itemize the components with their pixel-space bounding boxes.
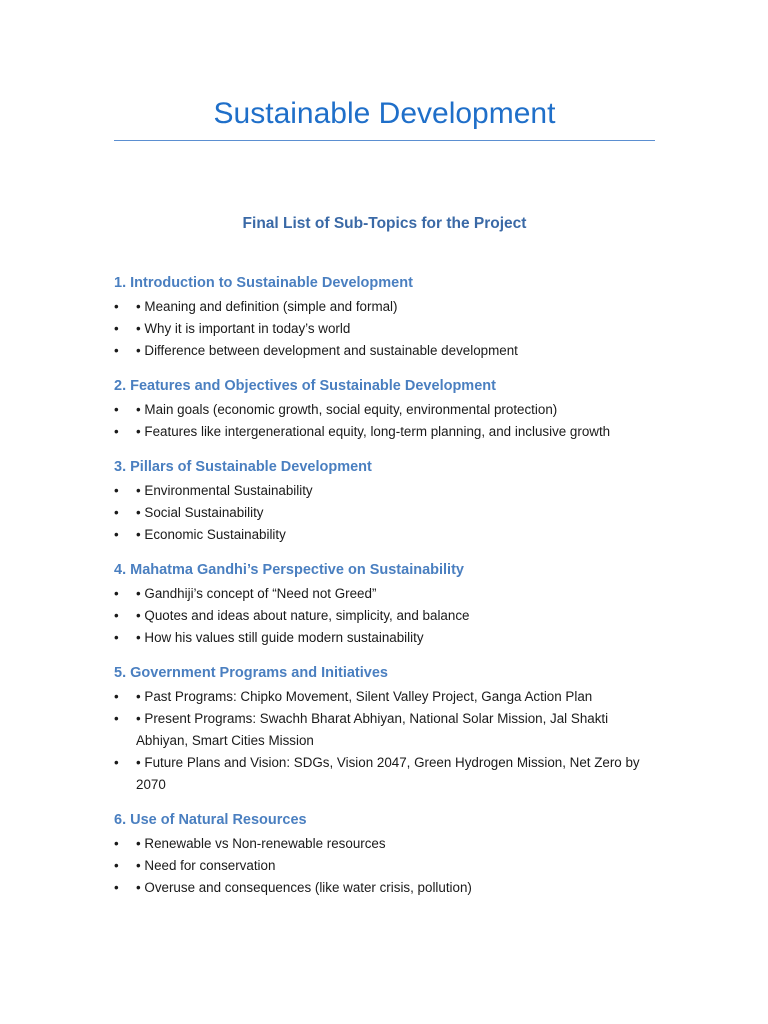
section-heading: 3. Pillars of Sustainable Development — [114, 459, 372, 475]
bullet-icon: • — [114, 505, 119, 520]
section-heading: 4. Mahatma Gandhi’s Perspective on Sustainability — [114, 562, 464, 578]
bullet-icon: • — [114, 608, 119, 623]
list-item-text: • Present Programs: Swachh Bharat Abhiyan, National Solar Mission, Jal Shakti Abhiyan, Smart Cities Mission — [136, 711, 609, 748]
title-divider — [114, 140, 655, 141]
bullet-icon: • — [114, 836, 119, 851]
list-item-text: • Difference between development and sustainable development — [136, 343, 518, 358]
list-item-text: • Gandhiji’s concept of “Need not Greed” — [136, 586, 377, 601]
bullet-icon: • — [114, 755, 119, 770]
bullet-icon: • — [114, 880, 119, 895]
list-item — [114, 340, 659, 362]
list-item — [114, 480, 659, 502]
bullet-icon: • — [114, 858, 119, 873]
list-item — [114, 752, 659, 796]
section-heading: 1. Introduction to Sustainable Development — [114, 275, 413, 291]
list-item — [114, 399, 659, 421]
bullet-icon: • — [114, 424, 119, 439]
list-item-text: • Why it is important in today’s world — [136, 321, 351, 336]
bullet-icon: • — [114, 689, 119, 704]
list-item-text: • Environmental Sustainability — [136, 483, 313, 498]
section — [114, 557, 659, 649]
list-item — [114, 877, 659, 899]
list-item — [114, 605, 659, 627]
bullet-icon: • — [114, 299, 119, 314]
list-item-text: • Features like intergenerational equity, long-term planning, and inclusive growth — [136, 424, 611, 439]
bullet-icon: • — [114, 586, 119, 601]
list-item — [114, 421, 659, 443]
document-subtitle: Final List of Sub-Topics for the Project — [242, 215, 527, 232]
list-item-text: • Future Plans and Vision: SDGs, Vision 2047, Green Hydrogen Mission, Net Zero by 2070 — [136, 755, 640, 792]
list-item-text: • Economic Sustainability — [136, 527, 286, 542]
list-item — [114, 627, 659, 649]
list-item-text: • Meaning and definition (simple and formal) — [136, 299, 398, 314]
list-item-text: • Quotes and ideas about nature, simplicity, and balance — [136, 608, 470, 623]
bullet-icon: • — [114, 483, 119, 498]
list-item-text: • Social Sustainability — [136, 505, 264, 520]
bullet-icon: • — [114, 711, 119, 726]
section — [114, 660, 659, 796]
section-heading: 5. Government Programs and Initiatives — [114, 665, 388, 681]
bullet-icon: • — [114, 321, 119, 336]
sections-container — [114, 270, 659, 899]
bullet-icon: • — [114, 630, 119, 645]
bullet-icon: • — [114, 527, 119, 542]
list-item — [114, 855, 659, 877]
section — [114, 454, 659, 546]
bullet-list — [114, 296, 659, 362]
bullet-icon: • — [114, 343, 119, 358]
list-item-text: • Past Programs: Chipko Movement, Silent Valley Project, Ganga Action Plan — [136, 689, 593, 704]
list-item — [114, 296, 659, 318]
list-item-text: • Main goals (economic growth, social equity, environmental protection) — [136, 402, 558, 417]
bullet-list — [114, 583, 659, 649]
section-heading: 6. Use of Natural Resources — [114, 812, 307, 828]
document-title: Sustainable Development — [213, 97, 556, 130]
list-item-text: • Renewable vs Non-renewable resources — [136, 836, 386, 851]
list-item — [114, 502, 659, 524]
list-item — [114, 524, 659, 546]
list-item-text: • Overuse and consequences (like water crisis, pollution) — [136, 880, 472, 895]
section — [114, 270, 659, 362]
list-item — [114, 583, 659, 605]
bullet-icon: • — [114, 402, 119, 417]
section — [114, 807, 659, 899]
list-item-text: • Need for conservation — [136, 858, 276, 873]
list-item — [114, 708, 659, 752]
section-heading: 2. Features and Objectives of Sustainable Development — [114, 378, 496, 394]
bullet-list — [114, 833, 659, 899]
section — [114, 373, 659, 443]
bullet-list — [114, 686, 659, 796]
list-item-text: • How his values still guide modern sustainability — [136, 630, 424, 645]
list-item — [114, 318, 659, 340]
bullet-list — [114, 399, 659, 443]
list-item — [114, 686, 659, 708]
list-item — [114, 833, 659, 855]
bullet-list — [114, 480, 659, 546]
